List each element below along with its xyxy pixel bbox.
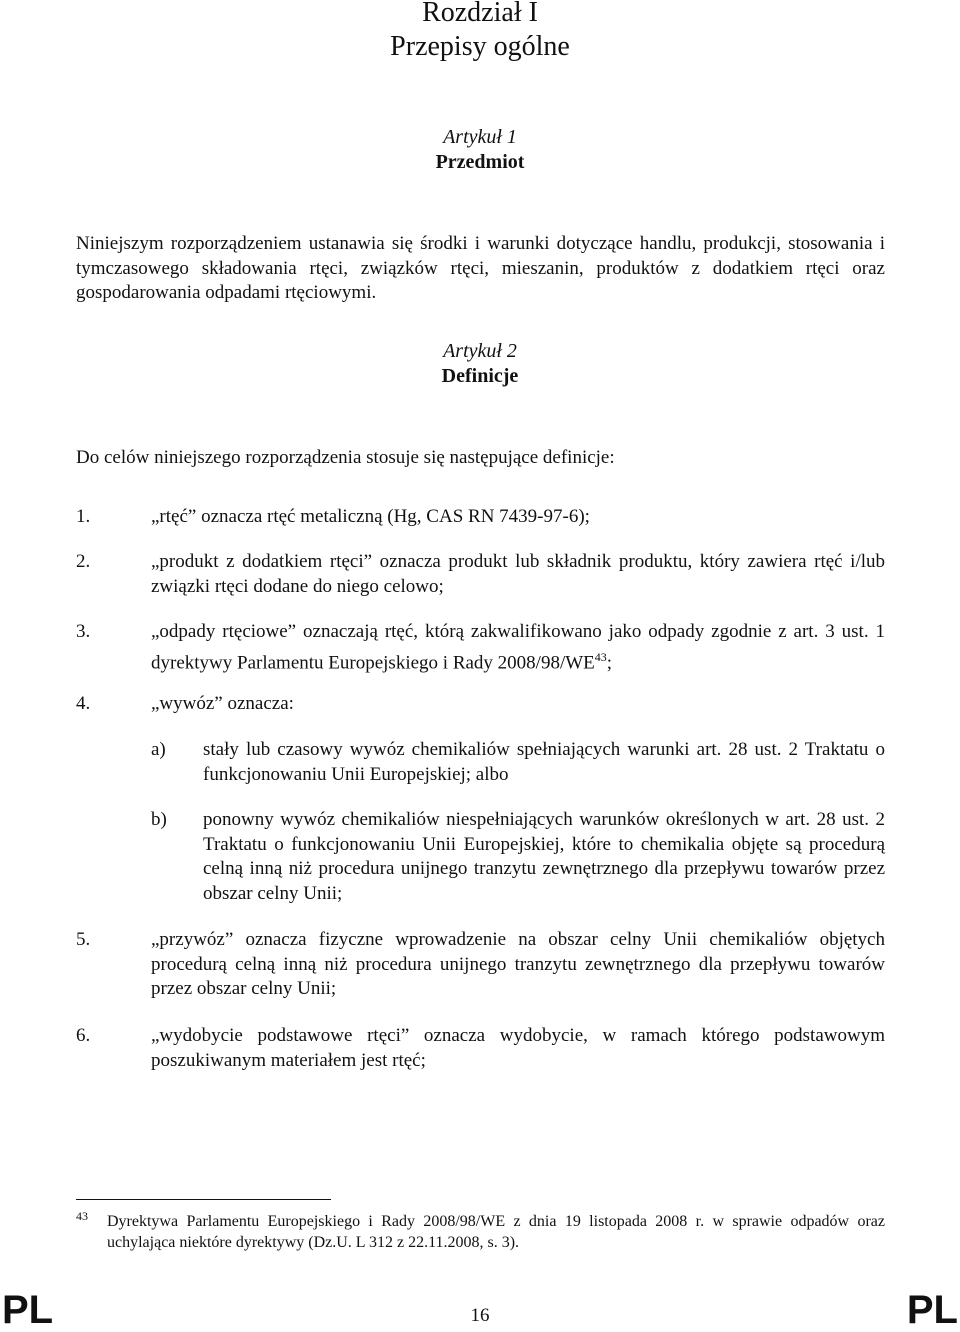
article-2-title: Definicje [441,365,519,387]
chapter-number: Rozdział I [422,0,538,28]
definition-5-text: „przywóz” oznacza fizyczne wprowadzenie na obszar celny Unii chemikaliów objętych procedurą celną inną niż procedura unijnego tranzytu zewnętrznego dla przepływu towarów przez obszar celny Unii; [151,929,885,999]
footnote-number: 43 [76,1209,88,1223]
definition-2-number: 2. [76,551,91,572]
chapter-title: Przepisy ogólne [390,31,570,62]
definition-6-number: 6. [76,1025,91,1046]
definition-3-text: „odpady rtęciowe” oznaczają rtęć, którą zakwalifikowano jako odpady zgodnie z art. 3 ust. 1 dyrektywy Parlamentu Europejskiego i Rady 2008/98/WE$^{43}$; [151,621,885,673]
article-2-intro: Do celów niniejszego rozporządzenia stosuje się następujące definicje: [76,447,615,468]
definition-4a-label: a) [151,739,166,760]
definition-1-text: „rtęć” oznacza rtęć metaliczną (Hg, CAS RN 7439-97-6); [151,506,590,527]
definition-4-text: „wywóz” oznacza: [151,693,294,714]
definition-4b-label: b) [151,809,167,830]
definition-4-number: 4. [76,693,91,714]
footer-language-left: PL [2,1288,54,1332]
article-1-text: Niniejszym rozporządzeniem ustanawia się środki i warunki dotyczące handlu, produkcji, stosowania i tymczasowego składowania rtęci, związków rtęci, mieszanin, produktów z dodatkiem rtęci oraz gospodarowania odpadami rtęciowymi. [76,233,885,303]
definition-3-number: 3. [76,621,91,642]
definition-4b-text: ponowny wywóz chemikaliów niespełniających warunków określonych w art. 28 ust. 2 Traktatu o funkcjonowaniu Unii Europejskiej, które to chemikalia objęte są procedurą celną inną niż procedura unijnego tranzytu zewnętrznego dla przepływu towarów przez obszar celny Unii; [203,809,885,904]
page-number: 16 [470,1305,490,1326]
footnote-reference[interactable]: 43 [594,649,607,664]
article-1-number: Artykuł 1 [443,126,517,148]
footnote-separator [76,1199,331,1200]
footnote-text: Dyrektywa Parlamentu Europejskiego i Rady 2008/98/WE z dnia 19 listopada 2008 r. w sprawie odpadów oraz uchylająca niektóre dyrektywy (Dz.U. L 312 z 22.11.2008, s. 3). [107,1213,885,1251]
article-1-title: Przedmiot [435,151,525,173]
footer-language-right: PL [906,1288,958,1332]
definition-4a-text: stały lub czasowy wywóz chemikaliów spełniających warunki art. 28 ust. 2 Traktatu o funkcjonowaniu Unii Europejskiej; albo [203,739,885,785]
definition-2-text: „produkt z dodatkiem rtęci” oznacza produkt lub składnik produktu, który zawiera rtęć i/lub związki rtęci dodane do niego celowo; [151,551,885,597]
definition-1-number: 1. [76,506,91,527]
definition-6-text: „wydobycie podstawowe rtęci” oznacza wydobycie, w ramach którego podstawowym poszukiwanym materiałem jest rtęć; [151,1025,885,1071]
definition-5-number: 5. [76,929,91,950]
article-2-number: Artykuł 2 [443,340,517,362]
